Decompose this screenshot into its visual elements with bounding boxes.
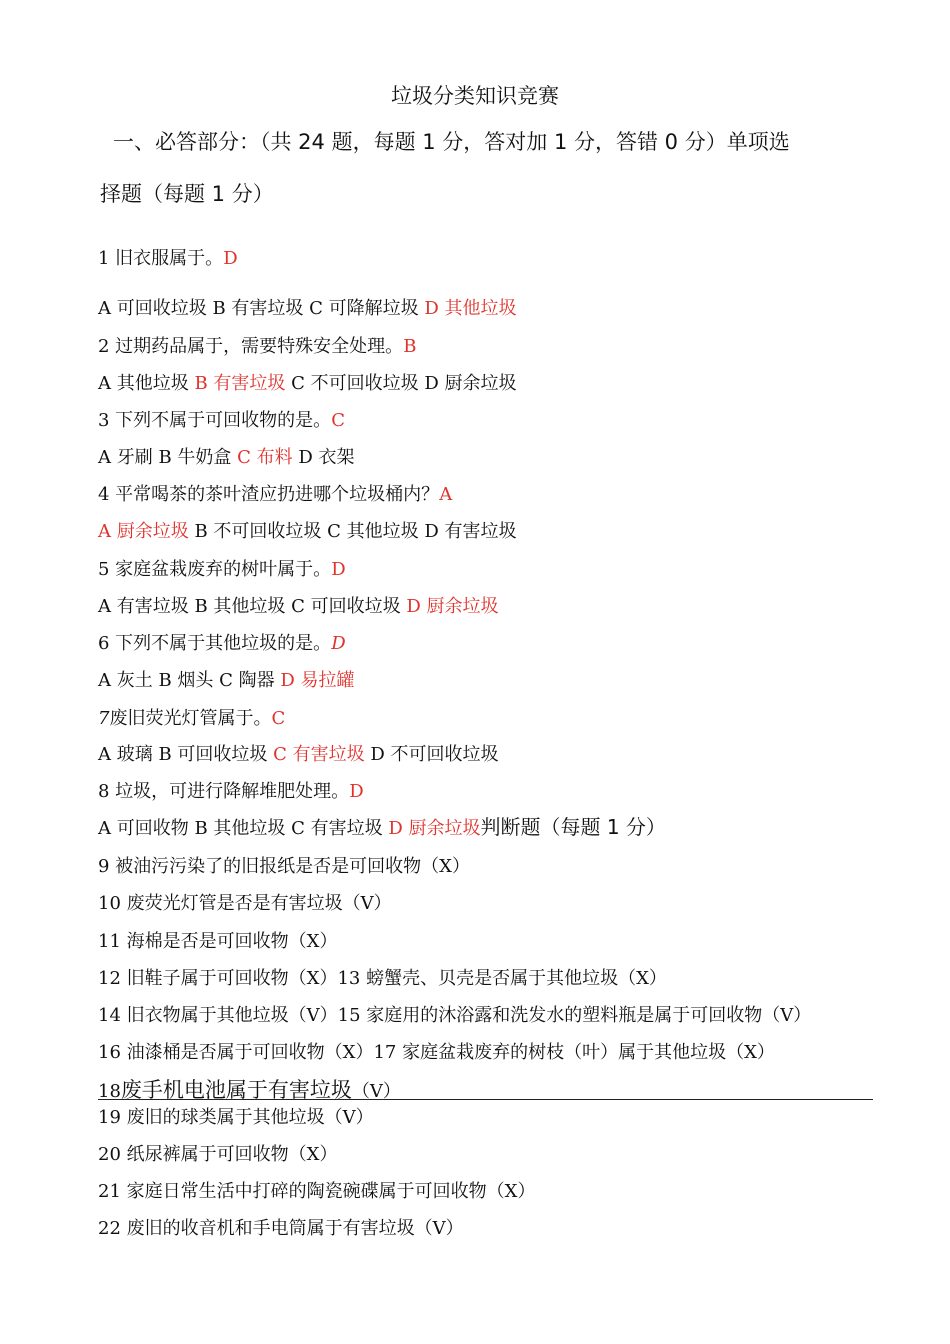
section-heading-line1: 一、必答部分：（共 24 题，每题 1 分，答对加 1 分，答错 0 分）单项选 xyxy=(113,130,790,154)
answer-key: D xyxy=(349,781,364,802)
item-mark: （V） xyxy=(351,1081,401,1102)
options-7 xyxy=(98,740,499,766)
question-6 xyxy=(98,629,346,655)
correct-option: C 有害垃圾 xyxy=(273,744,365,765)
item-text: 废手机电池属于有害垃圾 xyxy=(120,1078,352,1102)
options-6 xyxy=(98,666,355,692)
judge-item-9: 9 被油污污染了的旧报纸是否是可回收物（X） xyxy=(98,856,470,877)
correct-option: D 其他垃圾 xyxy=(424,298,517,319)
question-text: 8 垃圾，可进行降解堆肥处理。 xyxy=(98,781,350,802)
judge-section-heading: 判断题（每题 1 分） xyxy=(480,815,666,839)
horizontal-rule xyxy=(98,1099,873,1100)
question-text: 废旧荧光灯管属于。 xyxy=(109,708,272,729)
question-text: 4 平常喝茶的茶叶渣应扔进哪个垃圾桶内？ xyxy=(98,484,440,505)
question-4 xyxy=(98,480,452,506)
judge-item-10: 10 废荧光灯管是否是有害垃圾（V） xyxy=(98,893,392,914)
question-number: 7 xyxy=(98,708,110,729)
options-1 xyxy=(98,294,516,320)
options-text: A 可回收物 B 其他垃圾 C 有害垃圾 xyxy=(98,818,389,839)
document-title: 垃圾分类知识竞赛 xyxy=(391,84,559,108)
judge-item-20: 20 纸尿裤属于可回收物（X） xyxy=(98,1144,338,1165)
options-text: A 可回收垃圾 B 有害垃圾 C 可降解垃圾 xyxy=(98,298,425,319)
judge-item-19: 19 废旧的球类属于其他垃圾（V） xyxy=(98,1107,374,1128)
judge-item-12-13: 12 旧鞋子属于可回收物（X）13 螃蟹壳、贝壳是否属于其他垃圾（X） xyxy=(98,968,667,989)
options-text: A 玻璃 B 可回收垃圾 xyxy=(98,744,274,765)
options-text: A 有害垃圾 B 其他垃圾 C 可回收垃圾 xyxy=(98,596,407,617)
answer-key: A xyxy=(439,484,453,505)
correct-option: B 有害垃圾 xyxy=(194,373,286,394)
options-text: B 不可回收垃圾 C 其他垃圾 D 有害垃圾 xyxy=(188,521,517,542)
question-7 xyxy=(98,704,285,730)
question-text: 5 家庭盆栽废弃的树叶属于。 xyxy=(98,559,332,580)
question-3 xyxy=(98,406,345,432)
question-text: 2 过期药品属于，需要特殊安全处理。 xyxy=(98,336,404,357)
judge-item-21: 21 家庭日常生活中打碎的陶瓷碗碟属于可回收物（X） xyxy=(98,1181,536,1202)
options-4 xyxy=(98,517,517,543)
question-text: 1 旧衣服属于。 xyxy=(98,248,224,269)
section-heading-line2: 择题（每题 1 分） xyxy=(100,182,274,206)
question-text: 3 下列不属于可回收物的是。 xyxy=(98,410,332,431)
question-1 xyxy=(98,244,238,270)
answer-key: C xyxy=(271,708,286,729)
answer-key: C xyxy=(331,410,345,431)
question-8 xyxy=(98,777,364,803)
answer-key: B xyxy=(403,336,417,357)
options-8 xyxy=(98,811,666,840)
options-text: A 牙刷 B 牛奶盒 xyxy=(98,447,238,468)
judge-item-14-15: 14 旧衣物属于其他垃圾（V）15 家庭用的沐浴露和洗发水的塑料瓶是属于可回收物（V） xyxy=(98,1005,812,1026)
options-text: C 不可回收垃圾 D 厨余垃圾 xyxy=(285,373,517,394)
correct-option: C 布料 xyxy=(237,447,293,468)
options-text: D 不可回收垃圾 xyxy=(364,744,499,765)
options-text: A 灰土 B 烟头 C 陶器 xyxy=(98,670,281,691)
correct-option: D 厨余垃圾 xyxy=(388,818,481,839)
answer-key: D xyxy=(223,248,238,269)
options-5 xyxy=(98,592,498,618)
correct-option: D 厨余垃圾 xyxy=(406,596,499,617)
item-number: 18 xyxy=(98,1081,121,1102)
judge-item-22: 22 废旧的收音机和手电筒属于有害垃圾（V） xyxy=(98,1218,464,1239)
correct-option: D 易拉罐 xyxy=(280,670,355,691)
correct-option: A 厨余垃圾 xyxy=(98,521,189,542)
question-2 xyxy=(98,332,416,358)
options-text: A 其他垃圾 xyxy=(98,373,195,394)
answer-key: D xyxy=(331,559,346,580)
judge-item-11: 11 海棉是否是可回收物（X） xyxy=(98,931,338,952)
options-2 xyxy=(98,369,517,395)
answer-key: D xyxy=(331,633,346,654)
options-3 xyxy=(98,443,355,469)
question-5 xyxy=(98,555,346,581)
question-text: 6 下列不属于其他垃圾的是。 xyxy=(98,633,332,654)
options-text: D 衣架 xyxy=(292,447,355,468)
judge-item-16-17: 16 油漆桶是否属于可回收物（X）17 家庭盆栽废弃的树枝（叶）属于其他垃圾（X） xyxy=(98,1042,775,1063)
